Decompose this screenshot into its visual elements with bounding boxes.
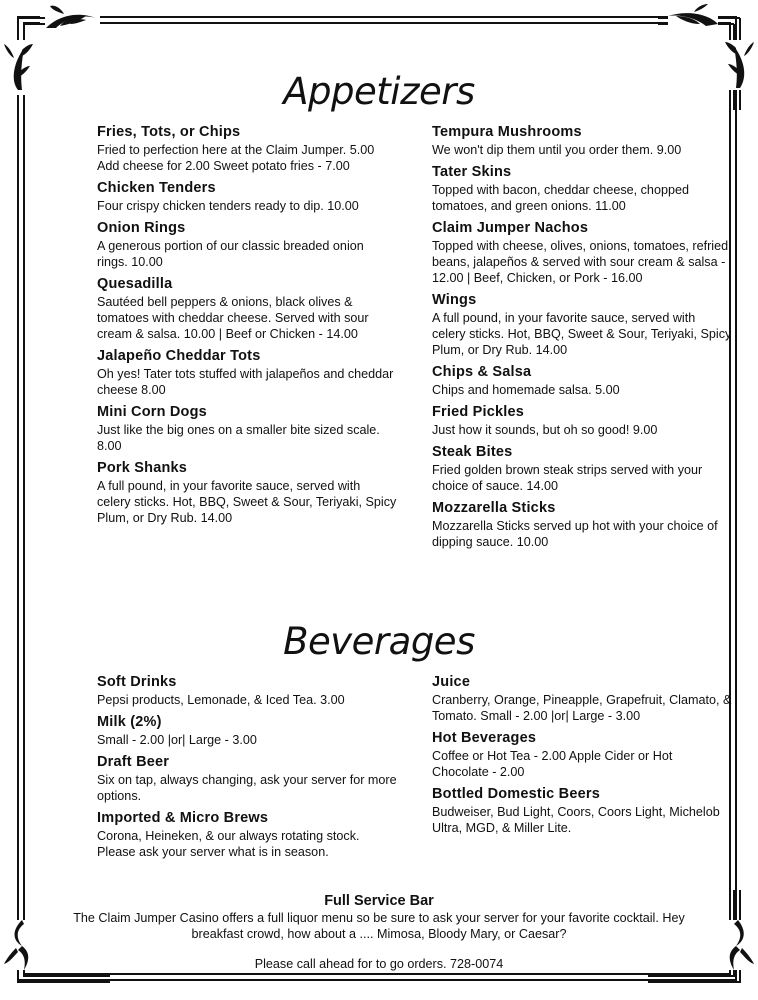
appetizers-left-column (97, 124, 397, 532)
item-name: Juice (432, 674, 471, 690)
item-description: Budweiser, Bud Light, Coors, Coors Light, Michelob Ultra, MGD, & Miller Lite. (432, 805, 720, 835)
item-description: Coffee or Hot Tea - 2.00 Apple Cider or Hot Chocolate - 2.00 (432, 749, 673, 779)
item-name: Pork Shanks (97, 460, 188, 476)
item-name: Tater Skins (432, 164, 512, 180)
appetizers-right-column (432, 124, 732, 556)
item-description: Six on tap, always changing, ask your server for more options. (97, 773, 397, 803)
menu-item (97, 180, 397, 214)
item-name: Quesadilla (97, 276, 173, 292)
item-name: Mozzarella Sticks (432, 500, 556, 516)
item-name: Draft Beer (97, 754, 170, 770)
menu-item (432, 124, 732, 158)
item-name: Fried Pickles (432, 404, 525, 420)
item-description: Pepsi products, Lemonade, & Iced Tea. 3.00 (97, 693, 345, 707)
item-description: Small - 2.00 |or| Large - 3.00 (97, 733, 257, 747)
item-description: Four crispy chicken tenders ready to dip. 10.00 (97, 199, 359, 213)
item-description: Mozzarella Sticks served up hot with your choice of dipping sauce. 10.00 (432, 519, 718, 549)
menu-item (432, 730, 732, 780)
item-name: Mini Corn Dogs (97, 404, 207, 420)
item-description: Cranberry, Orange, Pineapple, Grapefruit, Clamato, & Tomato. Small - 2.00 |or| Large - 3.00 (432, 693, 732, 723)
item-name: Soft Drinks (97, 674, 177, 690)
menu-item (432, 164, 732, 214)
item-description: Oh yes! Tater tots stuffed with jalapeños and cheddar cheese 8.00 (97, 367, 394, 397)
menu-item (97, 220, 397, 270)
item-description: Topped with cheese, olives, onions, tomatoes, refried beans, jalapeños & served with sour cream & salsa - 12.00 | Beef, Chicken, or Pork - 16.00 (432, 239, 729, 285)
menu-item (432, 674, 732, 724)
menu-item (97, 124, 397, 174)
menu-item (432, 500, 732, 550)
item-name: Chips & Salsa (432, 364, 532, 380)
menu-item (97, 348, 397, 398)
beverages-right-column (432, 674, 732, 842)
item-name: Onion Rings (97, 220, 186, 236)
menu-item (97, 404, 397, 454)
item-name: Tempura Mushrooms (432, 124, 582, 140)
call-ahead-note: Please call ahead for to go orders. 728-0074 (254, 957, 504, 971)
item-description: A full pound, in your favorite sauce, served with celery sticks. Hot, BBQ, Sweet & Sour, Teriyaki, Spicy Plum, or Dry Rub. 14.00 (432, 311, 732, 357)
item-name: Hot Beverages (432, 730, 537, 746)
item-name: Milk (2%) (97, 714, 162, 730)
beverages-left-column (97, 674, 397, 866)
item-description: A full pound, in your favorite sauce, served with celery sticks. Hot, BBQ, Sweet & Sour, Teriyaki, Spicy Plum, or Dry Rub. 14.00 (97, 479, 397, 525)
item-description: We won't dip them until you order them. 9.00 (432, 143, 682, 157)
item-name: Wings (432, 292, 477, 308)
item-description: Chips and homemade salsa. 5.00 (432, 383, 620, 397)
item-description: A generous portion of our classic breaded onion rings. 10.00 (97, 239, 364, 269)
item-name: Steak Bites (432, 444, 513, 460)
menu-item (97, 276, 397, 342)
beverages-title: Beverages (283, 620, 475, 663)
menu-item (432, 220, 732, 286)
menu-item (97, 460, 397, 526)
item-description: Sautéed bell peppers & onions, black olives & tomatoes with cheddar cheese. Served with sour cream & salsa. 10.00 | Beef or Chicken - 14.00 (97, 295, 369, 341)
menu-item (432, 292, 732, 358)
menu-item (432, 444, 732, 494)
full-service-bar-description: The Claim Jumper Casino offers a full liquor menu so be sure to ask your server for your favorite cocktail. Hey breakfast crowd, how about a .... Mimosa, Bloody Mary, or Caesar? (73, 911, 685, 941)
item-description: Fried to perfection here at the Claim Jumper. 5.00 Add cheese for 2.00 Sweet potato fries - 7.00 (97, 143, 375, 173)
item-description: Corona, Heineken, & our always rotating stock. Please ask your server what is in season. (97, 829, 360, 859)
item-name: Bottled Domestic Beers (432, 786, 600, 802)
menu-item (97, 674, 397, 708)
item-name: Imported & Micro Brews (97, 810, 269, 826)
item-name: Jalapeño Cheddar Tots (97, 348, 261, 364)
menu-item (97, 754, 397, 804)
menu-item (97, 714, 397, 748)
menu-item (432, 786, 732, 836)
item-description: Just how it sounds, but oh so good! 9.00 (432, 423, 658, 437)
full-service-bar-title: Full Service Bar (324, 893, 434, 909)
item-description: Topped with bacon, cheddar cheese, chopped tomatoes, and green onions. 11.00 (432, 183, 689, 213)
item-name: Fries, Tots, or Chips (97, 124, 241, 140)
appetizers-title: Appetizers (283, 70, 475, 113)
item-description: Fried golden brown steak strips served with your choice of sauce. 14.00 (432, 463, 703, 493)
menu-item (97, 810, 397, 860)
menu-item (432, 364, 732, 398)
item-name: Claim Jumper Nachos (432, 220, 589, 236)
item-description: Just like the big ones on a smaller bite sized scale. 8.00 (97, 423, 380, 453)
menu-item (432, 404, 732, 438)
item-name: Chicken Tenders (97, 180, 216, 196)
